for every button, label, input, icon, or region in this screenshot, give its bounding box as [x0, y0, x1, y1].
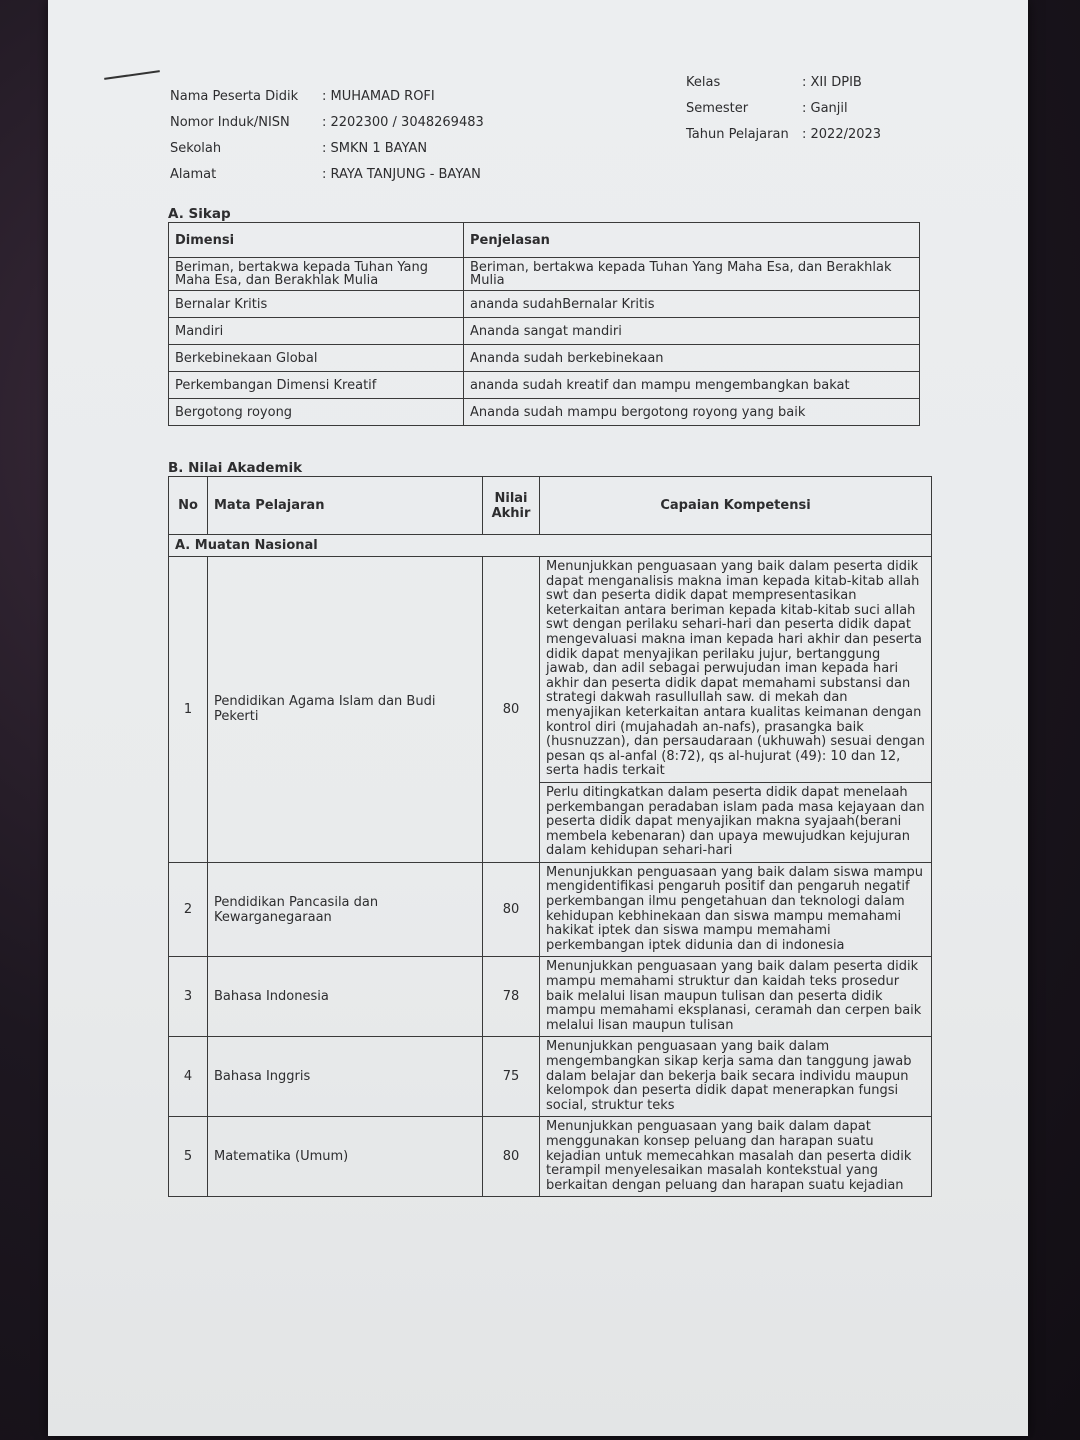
group-label: A. Muatan Nasional [169, 535, 932, 557]
row-capaian: Menunjukkan penguasaan yang baik dalam peserta didik dapat menganalisis makna iman kepada kitab-kitab allah swt dan peserta didik dapat mempresentasikan keterkaitan antara beriman kepada kitab-kitab suci allah swt dengan perilaku sehari-hari dan peserta didik dapat mengevaluasi makna iman kepada hari akhir dan peserta didik dapat menyajikan perilaku jujur, bertanggung jawab, dan adil sebagai perwujudan iman kepada hari akhir dan peserta didik dapat memahami substansi dan strategi dakwah rasullullah saw. di mekah dan menyajikan keterkaitan antara kualitas keimanan dengan kontrol diri (mujahadah an-nafs), prasangka baik (husnuzzan), dan persaudaraan (ukhuwah) sesuai dengan pesan qs al-anfal (8:72), qs al-hujurat (49): 10 dan 12, serta hadis terkait [540, 557, 932, 783]
row-capaian: Menunjukkan penguasaan yang baik dalam mengembangkan sikap kerja sama dan tanggung jawab dalam belajar dan bekerja baik secara individu maupun kelompok dan peserta didik dapat menerapkan fungsi social, struktur teks [540, 1037, 932, 1117]
table-row [169, 399, 920, 426]
row-capaian: Menunjukkan penguasaan yang baik dalam dapat menggunakan konsep peluang dan harapan suatu kejadian untuk memecahkan masalah dan peserta didik terampil menyelesaikan masalah kontekstual yang berkaitan dengan peluang dan harapan suatu kejadian [540, 1117, 932, 1197]
row-no: 3 [169, 957, 208, 1037]
info-row-alamat [170, 162, 484, 188]
row-no: 1 [169, 557, 208, 863]
dimensi-cell: Bergotong royong [169, 399, 464, 426]
info-value: : Ganjil [802, 101, 848, 116]
info-label: Alamat [170, 167, 217, 182]
row-nilai: 80 [483, 557, 540, 863]
row-mapel: Pendidikan Agama Islam dan Budi Pekerti [208, 557, 483, 863]
header-capaian: Capaian Kompetensi [540, 477, 932, 535]
dimensi-cell: Bernalar Kritis [169, 291, 464, 318]
info-label: Semester [686, 101, 749, 116]
header-nilai: Nilai Akhir [483, 477, 540, 535]
row-nilai: 78 [483, 957, 540, 1037]
table-row [169, 291, 920, 318]
report-paper [48, 0, 1028, 1436]
row-mapel: Pendidikan Pancasila dan Kewarganegaraan [208, 862, 483, 957]
table-header-row [169, 477, 932, 535]
sikap-title: A. Sikap [168, 206, 231, 222]
info-label: Tahun Pelajaran [686, 127, 789, 142]
info-row-kelas [686, 70, 881, 96]
table-row [169, 1117, 932, 1197]
penjelasan-cell: Ananda sudah mampu bergotong royong yang baik [464, 399, 920, 426]
info-row-sekolah [170, 136, 484, 162]
info-label: Nomor Induk/NISN [170, 115, 290, 130]
row-no: 4 [169, 1037, 208, 1117]
row-capaian: Menunjukkan penguasaan yang baik dalam siswa mampu mengidentifikasi pengaruh positif dan pengaruh negatif perkembangan ilmu pengetahuan dan teknologi dalam kehidupan kebhinekaan dan siswa mampu memahami hakikat iptek dan siswa mampu memahami perkembangan iptek didunia dan di indonesia [540, 862, 932, 957]
table-row [169, 557, 932, 783]
table-row [169, 345, 920, 372]
row-mapel: Bahasa Indonesia [208, 957, 483, 1037]
header-dimensi: Dimensi [169, 223, 464, 258]
dimensi-cell: Beriman, bertakwa kepada Tuhan Yang Maha Esa, dan Berakhlak Mulia [169, 258, 464, 291]
row-no: 2 [169, 862, 208, 957]
dimensi-cell: Mandiri [169, 318, 464, 345]
table-row [169, 318, 920, 345]
penjelasan-cell: Ananda sudah berkebinekaan [464, 345, 920, 372]
info-row-tahun [686, 122, 881, 148]
info-value: : 2202300 / 3048269483 [322, 115, 484, 130]
info-value: : XII DPIB [802, 75, 862, 90]
row-nilai: 80 [483, 862, 540, 957]
header-no: No [169, 477, 208, 535]
info-row-semester [686, 96, 881, 122]
row-mapel: Matematika (Umum) [208, 1117, 483, 1197]
student-info-left [170, 84, 484, 188]
info-label: Nama Peserta Didik [170, 89, 299, 104]
penjelasan-cell: Ananda sangat mandiri [464, 318, 920, 345]
header-penjelasan: Penjelasan [464, 223, 920, 258]
info-value: : SMKN 1 BAYAN [322, 141, 428, 156]
akademik-title: B. Nilai Akademik [168, 460, 303, 476]
info-value: : MUHAMAD ROFI [322, 89, 435, 104]
info-row-nama [170, 84, 484, 110]
table-row [169, 258, 920, 291]
row-capaian: Menunjukkan penguasaan yang baik dalam peserta didik mampu memahami struktur dan kaidah teks prosedur baik melalui lisan maupun tulisan dan peserta didik mampu memahami eksplanasi, ceramah dan cerpen baik melalui lisan maupun tulisan [540, 957, 932, 1037]
row-nilai: 75 [483, 1037, 540, 1117]
dimensi-cell: Berkebinekaan Global [169, 345, 464, 372]
row-no: 5 [169, 1117, 208, 1197]
akademik-table [168, 476, 932, 1197]
row-capaian-2: Perlu ditingkatkan dalam peserta didik dapat menelaah perkembangan peradaban islam pada masa kejayaan dan peserta didik dapat menyajikan makna syajaah(berani membela kebenaran) dan upaya mewujudkan kejujuran dalam kehidupan sehari-hari [540, 782, 932, 862]
penjelasan-cell: ananda sudah kreatif dan mampu mengembangkan bakat [464, 372, 920, 399]
info-label: Sekolah [170, 141, 222, 156]
student-info-right [686, 70, 881, 148]
row-mapel: Bahasa Inggris [208, 1037, 483, 1117]
info-label: Kelas [686, 75, 721, 90]
penjelasan-cell: ananda sudahBernalar Kritis [464, 291, 920, 318]
dimensi-cell: Perkembangan Dimensi Kreatif [169, 372, 464, 399]
sikap-table [168, 222, 920, 426]
table-header-row [169, 223, 920, 258]
info-value: : RAYA TANJUNG - BAYAN [322, 167, 481, 182]
pen-mark [104, 70, 160, 80]
table-row [169, 957, 932, 1037]
header-mapel: Mata Pelajaran [208, 477, 483, 535]
group-row [169, 535, 932, 557]
table-row [169, 1037, 932, 1117]
penjelasan-cell: Beriman, bertakwa kepada Tuhan Yang Maha Esa, dan Berakhlak Mulia [464, 258, 920, 291]
row-nilai: 80 [483, 1117, 540, 1197]
table-row [169, 372, 920, 399]
info-row-nisn [170, 110, 484, 136]
info-value: : 2022/2023 [802, 127, 882, 142]
table-row [169, 862, 932, 957]
